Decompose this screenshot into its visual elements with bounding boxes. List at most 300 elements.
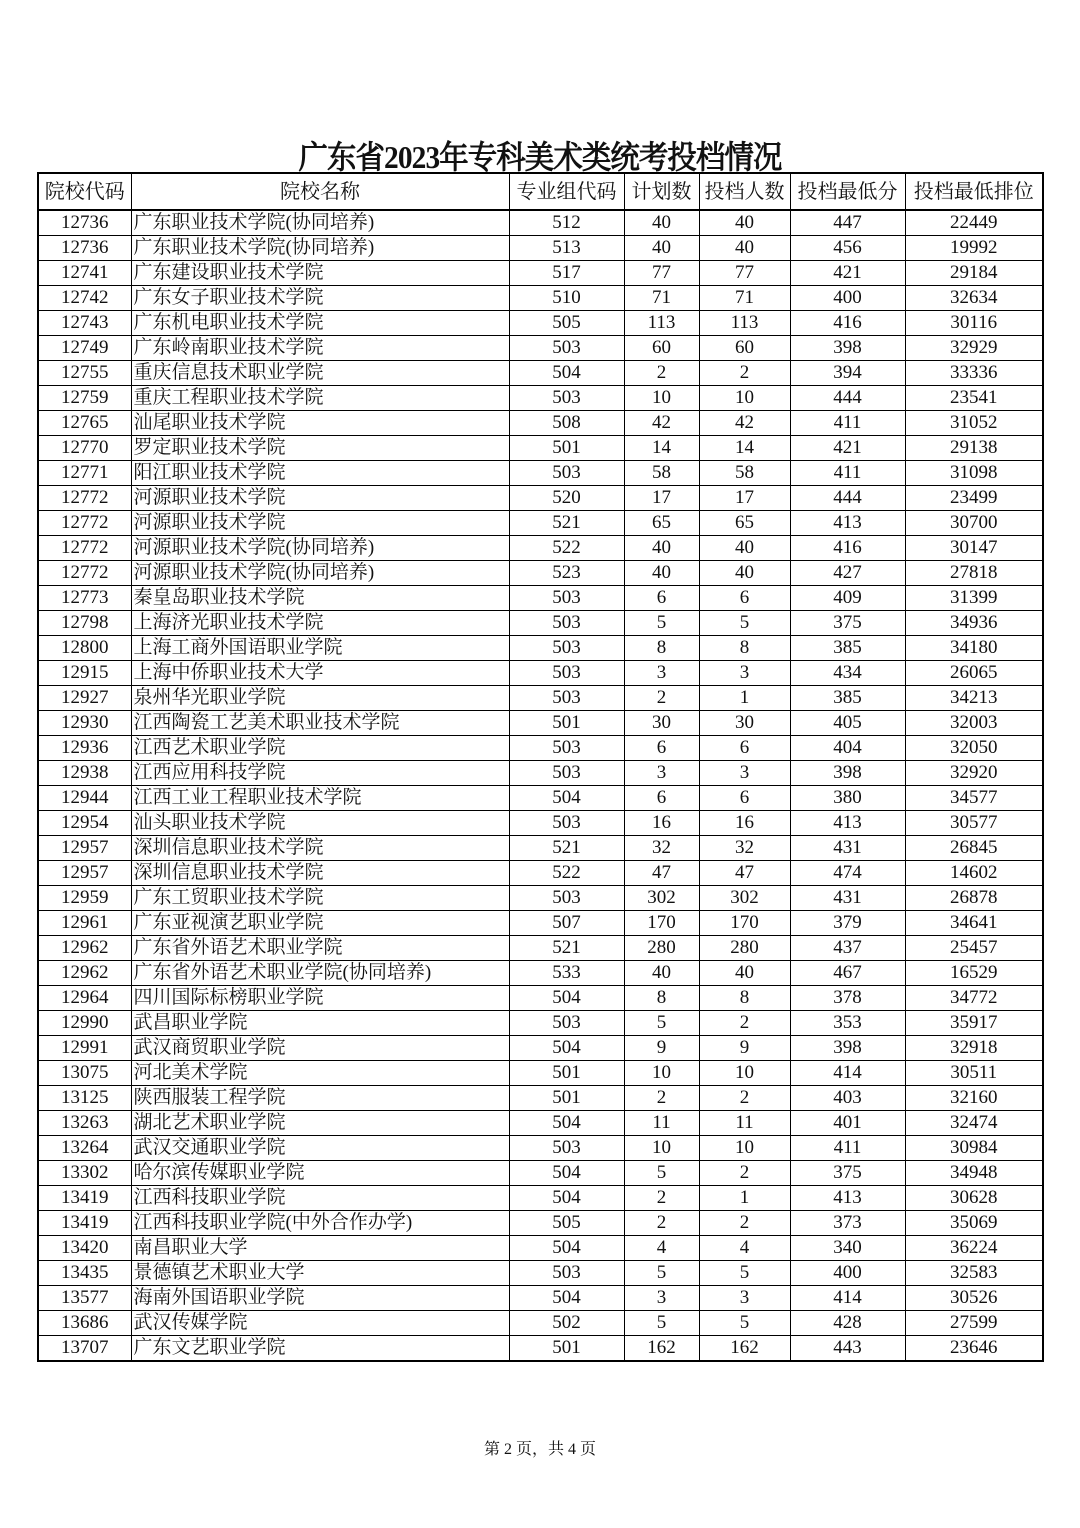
cell-school-name: 广东职业技术学院(协同培养) <box>131 210 509 236</box>
cell-school-name: 哈尔滨传媒职业学院 <box>131 1161 509 1186</box>
cell-group-code: 503 <box>509 586 624 611</box>
cell-plan-count: 170 <box>624 911 699 936</box>
cell-min-score: 434 <box>790 661 905 686</box>
cell-min-score: 380 <box>790 786 905 811</box>
cell-school-code: 12743 <box>38 311 131 336</box>
cell-min-rank: 32160 <box>905 1086 1043 1111</box>
cell-admitted-count: 6 <box>699 736 790 761</box>
cell-min-rank: 23646 <box>905 1336 1043 1362</box>
cell-school-code: 12772 <box>38 536 131 561</box>
cell-school-code: 12938 <box>38 761 131 786</box>
cell-admitted-count: 71 <box>699 286 790 311</box>
cell-admitted-count: 2 <box>699 1011 790 1036</box>
cell-min-score: 414 <box>790 1061 905 1086</box>
cell-plan-count: 280 <box>624 936 699 961</box>
cell-school-code: 12798 <box>38 611 131 636</box>
cell-admitted-count: 30 <box>699 711 790 736</box>
cell-admitted-count: 280 <box>699 936 790 961</box>
cell-min-rank: 23499 <box>905 486 1043 511</box>
cell-plan-count: 5 <box>624 1261 699 1286</box>
table-row <box>38 436 1043 461</box>
cell-school-name: 上海中侨职业技术大学 <box>131 661 509 686</box>
table-row <box>38 461 1043 486</box>
cell-group-code: 503 <box>509 461 624 486</box>
cell-min-score: 398 <box>790 1036 905 1061</box>
cell-min-score: 427 <box>790 561 905 586</box>
cell-min-score: 414 <box>790 1286 905 1311</box>
cell-admitted-count: 9 <box>699 1036 790 1061</box>
cell-min-rank: 32583 <box>905 1261 1043 1286</box>
cell-admitted-count: 58 <box>699 461 790 486</box>
cell-school-name: 广东岭南职业技术学院 <box>131 336 509 361</box>
cell-admitted-count: 1 <box>699 1186 790 1211</box>
table-header-row <box>38 173 1043 210</box>
cell-school-name: 河源职业技术学院(协同培养) <box>131 561 509 586</box>
cell-plan-count: 2 <box>624 686 699 711</box>
cell-min-score: 385 <box>790 636 905 661</box>
cell-min-rank: 32634 <box>905 286 1043 311</box>
cell-min-rank: 29184 <box>905 261 1043 286</box>
cell-min-score: 437 <box>790 936 905 961</box>
cell-min-score: 428 <box>790 1311 905 1336</box>
cell-plan-count: 60 <box>624 336 699 361</box>
cell-min-score: 413 <box>790 511 905 536</box>
cell-group-code: 501 <box>509 1086 624 1111</box>
cell-min-score: 444 <box>790 486 905 511</box>
cell-group-code: 505 <box>509 311 624 336</box>
cell-group-code: 510 <box>509 286 624 311</box>
cell-school-code: 12800 <box>38 636 131 661</box>
cell-min-score: 421 <box>790 436 905 461</box>
cell-school-code: 12930 <box>38 711 131 736</box>
table-row <box>38 886 1043 911</box>
cell-plan-count: 10 <box>624 386 699 411</box>
cell-school-code: 12915 <box>38 661 131 686</box>
cell-school-code: 13125 <box>38 1086 131 1111</box>
cell-school-code: 13075 <box>38 1061 131 1086</box>
cell-min-rank: 30511 <box>905 1061 1043 1086</box>
cell-min-score: 467 <box>790 961 905 986</box>
cell-admitted-count: 47 <box>699 861 790 886</box>
table-row <box>38 486 1043 511</box>
cell-group-code: 501 <box>509 1061 624 1086</box>
table-row <box>38 236 1043 261</box>
table-row <box>38 561 1043 586</box>
cell-school-name: 广东工贸职业技术学院 <box>131 886 509 911</box>
cell-min-rank: 32929 <box>905 336 1043 361</box>
cell-school-code: 12927 <box>38 686 131 711</box>
cell-min-rank: 23541 <box>905 386 1043 411</box>
table-row <box>38 1086 1043 1111</box>
cell-plan-count: 6 <box>624 736 699 761</box>
cell-group-code: 508 <box>509 411 624 436</box>
cell-admitted-count: 302 <box>699 886 790 911</box>
cell-group-code: 503 <box>509 1011 624 1036</box>
cell-min-score: 375 <box>790 1161 905 1186</box>
cell-school-name: 深圳信息职业技术学院 <box>131 861 509 886</box>
cell-plan-count: 2 <box>624 1211 699 1236</box>
cell-school-code: 12772 <box>38 486 131 511</box>
cell-min-rank: 26878 <box>905 886 1043 911</box>
cell-min-rank: 34213 <box>905 686 1043 711</box>
cell-min-score: 373 <box>790 1211 905 1236</box>
cell-school-name: 阳江职业技术学院 <box>131 461 509 486</box>
cell-min-rank: 19992 <box>905 236 1043 261</box>
cell-plan-count: 10 <box>624 1061 699 1086</box>
cell-school-code: 12765 <box>38 411 131 436</box>
cell-admitted-count: 2 <box>699 1086 790 1111</box>
cell-group-code: 517 <box>509 261 624 286</box>
cell-school-name: 江西工业工程职业技术学院 <box>131 786 509 811</box>
cell-school-code: 12770 <box>38 436 131 461</box>
cell-plan-count: 8 <box>624 986 699 1011</box>
cell-school-name: 江西科技职业学院 <box>131 1186 509 1211</box>
cell-admitted-count: 2 <box>699 1211 790 1236</box>
table-row <box>38 261 1043 286</box>
cell-group-code: 503 <box>509 636 624 661</box>
cell-admitted-count: 42 <box>699 411 790 436</box>
cell-min-score: 431 <box>790 886 905 911</box>
cell-min-score: 413 <box>790 1186 905 1211</box>
table-row <box>38 1286 1043 1311</box>
cell-school-code: 13263 <box>38 1111 131 1136</box>
cell-plan-count: 2 <box>624 1086 699 1111</box>
cell-group-code: 523 <box>509 561 624 586</box>
cell-school-code: 13686 <box>38 1311 131 1336</box>
cell-min-rank: 31399 <box>905 586 1043 611</box>
table-row <box>38 761 1043 786</box>
cell-min-rank: 32003 <box>905 711 1043 736</box>
table-row <box>38 586 1043 611</box>
cell-min-score: 413 <box>790 811 905 836</box>
cell-school-name: 河源职业技术学院(协同培养) <box>131 536 509 561</box>
cell-group-code: 521 <box>509 836 624 861</box>
cell-plan-count: 16 <box>624 811 699 836</box>
table-row <box>38 511 1043 536</box>
cell-admitted-count: 2 <box>699 361 790 386</box>
cell-group-code: 521 <box>509 511 624 536</box>
cell-school-code: 12749 <box>38 336 131 361</box>
cell-min-score: 443 <box>790 1336 905 1362</box>
table-row <box>38 386 1043 411</box>
cell-min-score: 398 <box>790 336 905 361</box>
cell-admitted-count: 14 <box>699 436 790 461</box>
cell-min-score: 447 <box>790 210 905 236</box>
cell-admitted-count: 170 <box>699 911 790 936</box>
cell-group-code: 503 <box>509 661 624 686</box>
cell-admitted-count: 5 <box>699 611 790 636</box>
cell-group-code: 503 <box>509 611 624 636</box>
cell-plan-count: 40 <box>624 536 699 561</box>
cell-school-code: 12771 <box>38 461 131 486</box>
table-row <box>38 961 1043 986</box>
cell-group-code: 504 <box>509 361 624 386</box>
cell-plan-count: 3 <box>624 661 699 686</box>
cell-plan-count: 3 <box>624 761 699 786</box>
cell-group-code: 521 <box>509 936 624 961</box>
cell-admitted-count: 113 <box>699 311 790 336</box>
cell-admitted-count: 40 <box>699 210 790 236</box>
cell-school-code: 13302 <box>38 1161 131 1186</box>
header-school-code: 院校代码 <box>38 173 131 210</box>
table-row <box>38 1061 1043 1086</box>
table-row <box>38 1311 1043 1336</box>
cell-group-code: 501 <box>509 1336 624 1362</box>
cell-school-code: 12741 <box>38 261 131 286</box>
cell-school-name: 广东亚视演艺职业学院 <box>131 911 509 936</box>
cell-school-code: 12944 <box>38 786 131 811</box>
cell-min-rank: 16529 <box>905 961 1043 986</box>
cell-school-code: 12991 <box>38 1036 131 1061</box>
cell-school-code: 12736 <box>38 210 131 236</box>
cell-admitted-count: 5 <box>699 1261 790 1286</box>
cell-group-code: 503 <box>509 686 624 711</box>
cell-group-code: 504 <box>509 986 624 1011</box>
cell-plan-count: 71 <box>624 286 699 311</box>
cell-min-rank: 30116 <box>905 311 1043 336</box>
cell-group-code: 503 <box>509 1261 624 1286</box>
cell-school-name: 汕尾职业技术学院 <box>131 411 509 436</box>
cell-min-score: 400 <box>790 286 905 311</box>
table-row <box>38 836 1043 861</box>
cell-group-code: 513 <box>509 236 624 261</box>
cell-group-code: 504 <box>509 1161 624 1186</box>
cell-min-score: 353 <box>790 1011 905 1036</box>
cell-min-rank: 36224 <box>905 1236 1043 1261</box>
cell-min-score: 421 <box>790 261 905 286</box>
cell-min-rank: 22449 <box>905 210 1043 236</box>
cell-school-code: 12936 <box>38 736 131 761</box>
cell-min-rank: 34936 <box>905 611 1043 636</box>
cell-school-name: 广东职业技术学院(协同培养) <box>131 236 509 261</box>
table-row <box>38 661 1043 686</box>
cell-school-code: 12957 <box>38 861 131 886</box>
table-row <box>38 936 1043 961</box>
table-row <box>38 1236 1043 1261</box>
cell-admitted-count: 77 <box>699 261 790 286</box>
cell-school-code: 12954 <box>38 811 131 836</box>
cell-min-rank: 30628 <box>905 1186 1043 1211</box>
cell-group-code: 501 <box>509 711 624 736</box>
cell-school-name: 海南外国语职业学院 <box>131 1286 509 1311</box>
cell-min-rank: 31098 <box>905 461 1043 486</box>
cell-school-name: 上海工商外国语职业学院 <box>131 636 509 661</box>
cell-school-name: 武汉交通职业学院 <box>131 1136 509 1161</box>
table-row <box>38 811 1043 836</box>
cell-school-code: 13707 <box>38 1336 131 1362</box>
header-admitted: 投档人数 <box>699 173 790 210</box>
cell-group-code: 520 <box>509 486 624 511</box>
cell-plan-count: 32 <box>624 836 699 861</box>
cell-plan-count: 6 <box>624 586 699 611</box>
cell-min-rank: 25457 <box>905 936 1043 961</box>
cell-min-rank: 26065 <box>905 661 1043 686</box>
cell-min-rank: 35069 <box>905 1211 1043 1236</box>
cell-min-rank: 34772 <box>905 986 1043 1011</box>
cell-min-score: 340 <box>790 1236 905 1261</box>
cell-min-score: 474 <box>790 861 905 886</box>
cell-school-code: 13577 <box>38 1286 131 1311</box>
cell-plan-count: 47 <box>624 861 699 886</box>
cell-admitted-count: 4 <box>699 1236 790 1261</box>
cell-school-name: 武汉传媒学院 <box>131 1311 509 1336</box>
cell-min-rank: 30526 <box>905 1286 1043 1311</box>
cell-school-code: 12957 <box>38 836 131 861</box>
cell-admitted-count: 60 <box>699 336 790 361</box>
cell-admitted-count: 40 <box>699 561 790 586</box>
cell-school-name: 重庆信息技术职业学院 <box>131 361 509 386</box>
cell-min-rank: 30147 <box>905 536 1043 561</box>
cell-admitted-count: 1 <box>699 686 790 711</box>
table-row <box>38 1161 1043 1186</box>
cell-min-score: 409 <box>790 586 905 611</box>
cell-group-code: 503 <box>509 811 624 836</box>
cell-min-rank: 34948 <box>905 1161 1043 1186</box>
cell-school-code: 13419 <box>38 1211 131 1236</box>
cell-min-rank: 29138 <box>905 436 1043 461</box>
cell-min-rank: 31052 <box>905 411 1043 436</box>
cell-admitted-count: 3 <box>699 1286 790 1311</box>
cell-group-code: 533 <box>509 961 624 986</box>
cell-school-code: 12990 <box>38 1011 131 1036</box>
cell-school-code: 12736 <box>38 236 131 261</box>
cell-plan-count: 5 <box>624 1311 699 1336</box>
table-row <box>38 861 1043 886</box>
cell-school-name: 河北美术学院 <box>131 1061 509 1086</box>
header-min-rank: 投档最低排位 <box>905 173 1043 210</box>
cell-min-score: 378 <box>790 986 905 1011</box>
cell-school-name: 泉州华光职业学院 <box>131 686 509 711</box>
cell-admitted-count: 40 <box>699 961 790 986</box>
table-row <box>38 311 1043 336</box>
cell-school-code: 13420 <box>38 1236 131 1261</box>
cell-admitted-count: 6 <box>699 586 790 611</box>
table-row <box>38 1111 1043 1136</box>
cell-admitted-count: 162 <box>699 1336 790 1362</box>
cell-plan-count: 5 <box>624 611 699 636</box>
cell-group-code: 504 <box>509 1111 624 1136</box>
cell-plan-count: 302 <box>624 886 699 911</box>
cell-plan-count: 40 <box>624 561 699 586</box>
cell-plan-count: 10 <box>624 1136 699 1161</box>
cell-group-code: 503 <box>509 761 624 786</box>
cell-school-code: 12759 <box>38 386 131 411</box>
cell-min-score: 398 <box>790 761 905 786</box>
table-row <box>38 986 1043 1011</box>
cell-plan-count: 11 <box>624 1111 699 1136</box>
cell-admitted-count: 10 <box>699 1061 790 1086</box>
table-row <box>38 686 1043 711</box>
cell-admitted-count: 5 <box>699 1311 790 1336</box>
cell-school-name: 汕头职业技术学院 <box>131 811 509 836</box>
cell-school-name: 重庆工程职业技术学院 <box>131 386 509 411</box>
cell-plan-count: 14 <box>624 436 699 461</box>
cell-school-name: 广东省外语艺术职业学院 <box>131 936 509 961</box>
cell-min-score: 431 <box>790 836 905 861</box>
cell-admitted-count: 10 <box>699 386 790 411</box>
cell-admitted-count: 65 <box>699 511 790 536</box>
table-row <box>38 1136 1043 1161</box>
cell-group-code: 504 <box>509 1286 624 1311</box>
cell-school-code: 12742 <box>38 286 131 311</box>
page-title: 广东省2023年专科美术类统考投档情况 <box>298 139 782 175</box>
cell-min-score: 394 <box>790 361 905 386</box>
cell-plan-count: 3 <box>624 1286 699 1311</box>
cell-group-code: 503 <box>509 336 624 361</box>
header-min-score: 投档最低分 <box>790 173 905 210</box>
cell-plan-count: 40 <box>624 210 699 236</box>
cell-school-name: 武汉商贸职业学院 <box>131 1036 509 1061</box>
cell-min-rank: 14602 <box>905 861 1043 886</box>
cell-plan-count: 17 <box>624 486 699 511</box>
cell-admitted-count: 11 <box>699 1111 790 1136</box>
cell-plan-count: 5 <box>624 1161 699 1186</box>
cell-admitted-count: 8 <box>699 636 790 661</box>
cell-admitted-count: 40 <box>699 236 790 261</box>
cell-school-name: 广东省外语艺术职业学院(协同培养) <box>131 961 509 986</box>
cell-admitted-count: 10 <box>699 1136 790 1161</box>
cell-school-code: 12962 <box>38 961 131 986</box>
cell-min-score: 404 <box>790 736 905 761</box>
cell-min-score: 416 <box>790 536 905 561</box>
table-row <box>38 1211 1043 1236</box>
cell-group-code: 507 <box>509 911 624 936</box>
cell-min-rank: 32918 <box>905 1036 1043 1061</box>
table-row <box>38 1011 1043 1036</box>
cell-plan-count: 2 <box>624 361 699 386</box>
header-group-code: 专业组代码 <box>509 173 624 210</box>
cell-admitted-count: 40 <box>699 536 790 561</box>
cell-min-rank: 32474 <box>905 1111 1043 1136</box>
cell-min-rank: 33336 <box>905 361 1043 386</box>
cell-admitted-count: 2 <box>699 1161 790 1186</box>
cell-school-name: 罗定职业技术学院 <box>131 436 509 461</box>
cell-school-name: 四川国际标榜职业学院 <box>131 986 509 1011</box>
cell-school-code: 13435 <box>38 1261 131 1286</box>
cell-plan-count: 58 <box>624 461 699 486</box>
page-number: 第 2 页，共 4 页 <box>483 1441 596 1458</box>
cell-admitted-count: 8 <box>699 986 790 1011</box>
table-row <box>38 736 1043 761</box>
cell-school-code: 12773 <box>38 586 131 611</box>
cell-plan-count: 113 <box>624 311 699 336</box>
cell-min-score: 416 <box>790 311 905 336</box>
cell-school-name: 河源职业技术学院 <box>131 511 509 536</box>
cell-plan-count: 9 <box>624 1036 699 1061</box>
admission-table <box>37 172 1044 1362</box>
cell-min-score: 400 <box>790 1261 905 1286</box>
cell-school-code: 12962 <box>38 936 131 961</box>
cell-group-code: 504 <box>509 1236 624 1261</box>
cell-plan-count: 77 <box>624 261 699 286</box>
cell-school-name: 广东机电职业技术学院 <box>131 311 509 336</box>
table-row <box>38 1186 1043 1211</box>
cell-min-score: 456 <box>790 236 905 261</box>
cell-min-score: 375 <box>790 611 905 636</box>
cell-group-code: 504 <box>509 1036 624 1061</box>
table-row <box>38 536 1043 561</box>
cell-school-name: 江西科技职业学院(中外合作办学) <box>131 1211 509 1236</box>
cell-group-code: 522 <box>509 536 624 561</box>
cell-min-score: 411 <box>790 411 905 436</box>
cell-school-name: 江西陶瓷工艺美术职业技术学院 <box>131 711 509 736</box>
cell-plan-count: 6 <box>624 786 699 811</box>
cell-group-code: 502 <box>509 1311 624 1336</box>
cell-group-code: 512 <box>509 210 624 236</box>
table-row <box>38 1336 1043 1362</box>
cell-school-name: 江西应用科技学院 <box>131 761 509 786</box>
cell-school-name: 湖北艺术职业学院 <box>131 1111 509 1136</box>
